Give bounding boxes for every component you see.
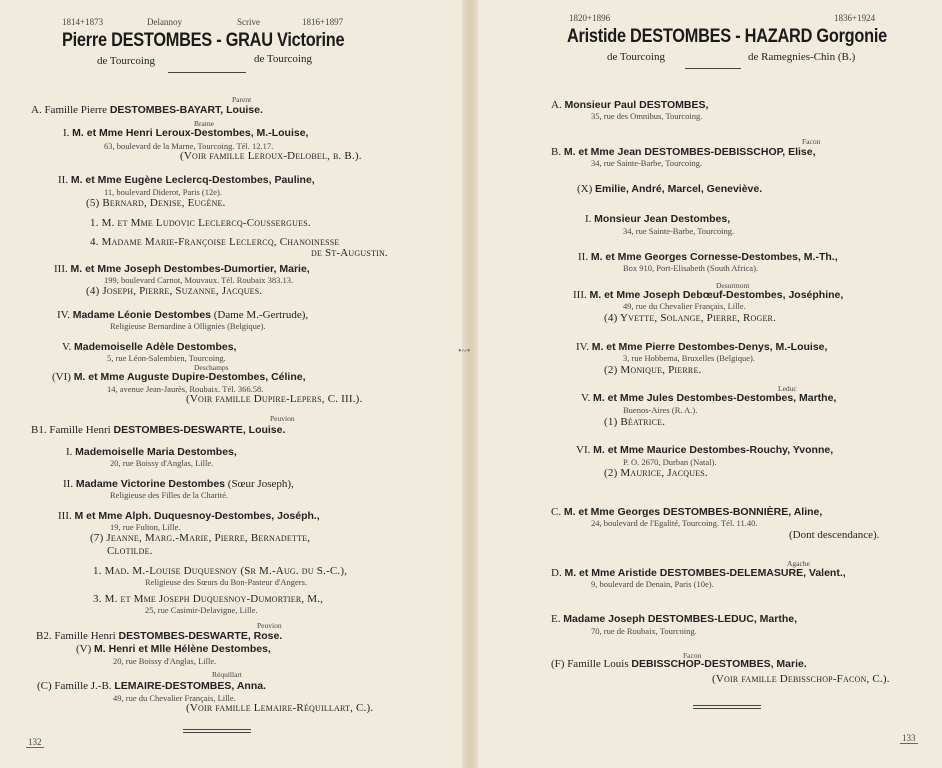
entry-line: 1. M. et Mme Ludovic Leclercq-Coussergues. [90,217,311,229]
children-line: (2) Maurice, Jacques. [604,467,708,479]
address-line: 20, rue Boissy d'Anglas, Lille. [113,656,217,666]
entry-line: I. M. et Mme Henri Leroux-Destombes, M.-Louise, [63,127,309,139]
entry-line: 3. M. et Mme Joseph Duquesnoy-Dumortier, M., [93,593,324,605]
right-page [474,0,942,768]
entry-line: III. M et Mme Alph. Duquesnoy-Destombes, Joséph., [58,510,320,522]
entry-line: I. Monsieur Jean Destombes, [585,213,731,225]
right-date-father: 1820+1896 [569,13,611,23]
entry-line: (X) Emilie, André, Marcel, Geneviève. [577,183,763,195]
entry-line: IV. Madame Léonie Destombes (Dame M.-Gertrude), [57,309,309,321]
children-line: (2) Monique, Pierre. [604,364,702,376]
entry-line: (F) Famille Louis DEBISSCHOP-DESTOMBES, Marie. [551,658,807,670]
address-line: 34, rue Sainte-Barbe, Tourcoing. [623,226,735,236]
annotation: Agache [787,559,810,568]
left-page-title: Pierre DESTOMBES - GRAU Victorine [62,30,345,51]
right-end-rule [693,705,761,706]
right-date-mother: 1836+1924 [834,13,876,23]
entry-line: A. Monsieur Paul DESTOMBES, [551,99,709,111]
address-line: 49, rue du Chevalier Français, Lille. [113,693,236,703]
address-line: 63, boulevard de la Marne, Tourcoing. Tél. 12.17. [104,141,274,151]
children-line: (7) Jeanne, Marg.-Marie, Pierre, Bernadette, [90,532,311,544]
entry-line: C. M. et Mme Georges DESTOMBES-BONNIÈRE, Aline, [551,506,823,518]
address-line: 49, rue du Chevalier Français, Lille. [623,301,746,311]
annotation: Leduc [778,384,797,393]
address-line: 19, rue Fulton, Lille. [110,522,181,532]
address-line: Religieuse des Filles de la Charité. [110,490,229,500]
entry-line: 1. Mad. M.-Louise Duquesnoy (Sr M.-Aug. du S.-C.), [93,565,348,577]
right-city-mother: de Ramegnies-Chin (B.) [748,51,856,63]
right-title-rule [685,68,741,69]
entry-line: V. M. et Mme Jules Destombes-Destombes, Marthe, [581,392,837,404]
entry-line: B2. Famille Henri DESTOMBES-DESWARTE, Rose. [36,630,283,642]
left-father-mother-name: Delannoy [147,17,182,27]
annotation: Peuvion [270,414,295,423]
left-city-father: de Tourcoing [97,55,155,67]
address-line: 14, avenue Jean-Jaurès, Roubaix. Tél. 366.58. [107,384,264,394]
address-line: P. O. 2670, Durban (Natal). [623,457,717,467]
children-line: (4) Yvette, Solange, Pierre, Roger. [604,312,777,324]
entry-line: (V) M. Henri et Mlle Hélène Destombes, [76,643,271,655]
entry-line: de St-Augustin. [311,247,388,259]
right-page-number: 133 [902,733,916,743]
address-line: 11, boulevard Diderot, Paris (12e). [104,187,222,197]
entry-line: (C) Famille J.-B. LEMAIRE-DESTOMBES, Anna. [37,680,266,692]
address-line: 3, rue Hobbema, Bruxelles (Belgique). [623,353,755,363]
left-date-mother: 1816+1897 [302,17,344,27]
left-end-rule-2 [183,732,251,733]
entry-line: III. M. et Mme Joseph Debœuf-Destombes, Joséphine, [573,289,844,301]
address-line: 5, rue Léon-Salembien, Tourcoing. [107,353,226,363]
address-line: Box 910, Port-Elisabeth (South Africa). [623,263,759,273]
annotation: Facon [802,137,821,146]
children-line: (4) Joseph, Pierre, Suzanne, Jacques. [86,285,263,297]
entry-line: IV. M. et Mme Pierre Destombes-Denys, M.-Louise, [576,341,828,353]
entry-line: III. M. et Mme Joseph Destombes-Dumortier, Marie, [54,263,310,275]
address-line: Religieuse Bernardine à Ollignies (Belgique). [110,321,266,331]
left-page-number: 132 [28,737,42,747]
address-line: 34, rue Sainte-Barbe, Tourcoing. [591,158,703,168]
entry-line: B1. Famille Henri DESTOMBES-DESWARTE, Louise. [31,424,286,436]
address-line: 70, rue de Roubaix, Tourcoing. [591,626,697,636]
address-line: 199, boulevard Carnot, Mouvaux. Tél. Roubaix 383.13. [104,275,294,285]
left-title-rule [168,72,246,73]
entry-line: B. M. et Mme Jean DESTOMBES-DEBISSCHOP, Elise, [551,146,816,158]
address-line: Religieuse des Sœurs du Bon-Pasteur d'Angers. [145,577,308,587]
annotation: Desurmont [716,281,750,290]
entry-line: D. M. et Mme Aristide DESTOMBES-DELEMASURE, Valent., [551,567,846,579]
reference-line: (Voir famille Leroux-Delobel, b. B.). [180,150,362,162]
reference-line: (Voir famille Dupire-Lepers, C. III.). [186,393,363,405]
book-gutter [462,0,478,768]
address-line: Buenos-Aires (R. A.). [623,405,698,415]
reference-line: (Voir famille Lemaire-Réquillart, C.). [186,702,374,714]
children-line: Clotilde. [107,545,153,557]
left-date-father: 1814+1873 [62,17,104,27]
entry-line: (VI) M. et Mme Auguste Dupire-Destombes, Céline, [52,371,306,383]
gutter-mark: •~• [458,346,471,357]
entry-line: A. Famille Pierre DESTOMBES-BAYART, Louise. [31,104,263,116]
annotation: Réquillart [212,670,242,679]
annotation: Brame [194,119,214,128]
entry-line: I. Mademoiselle Maria Destombes, [66,446,237,458]
address-line: 9, boulevard de Denain, Paris (10e). [591,579,714,589]
entry-line: VI. M. et Mme Maurice Destombes-Rouchy, Yvonne, [576,444,834,456]
entry-line: V. Mademoiselle Adèle Destombes, [62,341,237,353]
reference-line: (Dont descendance). [789,529,880,541]
address-line: 25, rue Casimir-Delavigne, Lille. [145,605,258,615]
children-line: (5) Bernard, Denise, Eugène. [86,197,226,209]
right-end-rule-2 [693,708,761,709]
annotation: Facon [683,651,702,660]
entry-line: II. Madame Victorine Destombes (Sœur Joseph), [63,478,294,490]
annotation: Parent [232,95,252,104]
reference-line: (Voir famille Debisschop-Facon, C.). [712,673,890,685]
entry-line: II. M. et Mme Georges Cornesse-Destombes, M.-Th., [578,251,838,263]
left-end-rule [183,729,251,730]
entry-line: E. Madame Joseph DESTOMBES-LEDUC, Marthe, [551,613,797,625]
left-city-mother: de Tourcoing [254,53,312,65]
entry-line: 4. Madame Marie-Françoise Leclercq, Chanoinesse [90,236,340,248]
left-mother-mother-name: Scrive [237,17,260,27]
entry-line: II. M. et Mme Eugène Leclercq-Destombes, Pauline, [58,174,315,186]
children-line: (1) Béatrice. [604,416,666,428]
right-city-father: de Tourcoing [607,51,665,63]
address-line: 35, rue des Omnibus, Tourcoing. [591,111,703,121]
right-page-title: Aristide DESTOMBES - HAZARD Gorgonie [567,26,887,47]
annotation: Deschamps [194,363,229,372]
address-line: 20, rue Boissy d'Anglas, Lille. [110,458,214,468]
annotation: Peuvion [257,621,282,630]
address-line: 24, boulevard de l'Egalité, Tourcoing. Tél. 11.40. [591,518,758,528]
